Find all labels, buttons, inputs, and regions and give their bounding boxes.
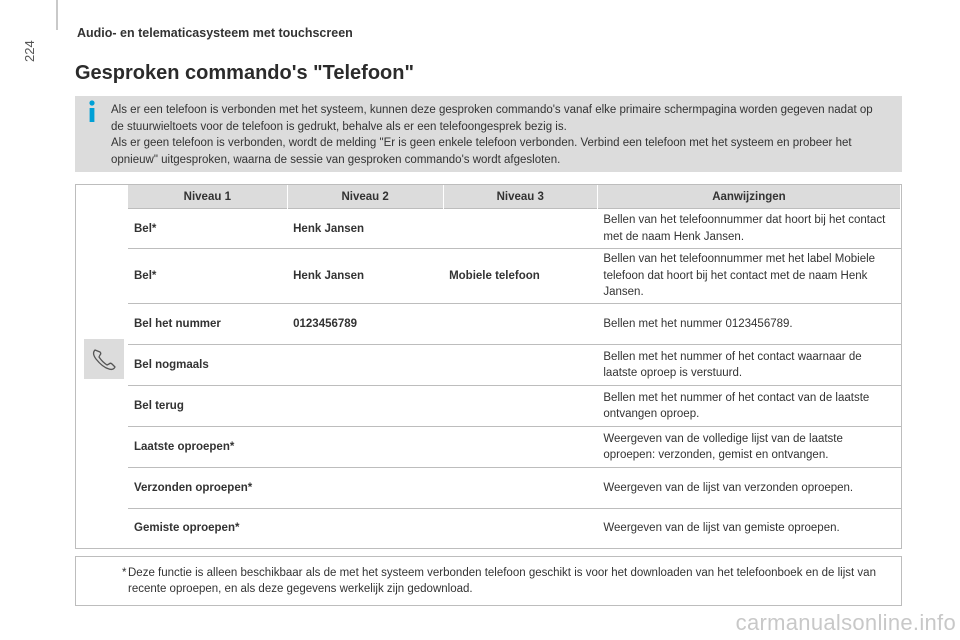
cell-aanwijzing: Weergeven van de lijst van verzonden oproepen. (597, 468, 900, 509)
cell-niveau-3 (443, 509, 597, 548)
cell-niveau-3 (443, 468, 597, 509)
cell-aanwijzing: Weergeven van de volledige lijst van de laatste oproepen: verzonden, gemist en ontvangen. (597, 427, 900, 468)
cell-niveau-1: Verzonden oproepen* (128, 468, 287, 509)
cell-aanwijzing: Bellen met het nummer 0123456789. (597, 304, 900, 345)
phone-handset-icon (84, 339, 124, 379)
table-row (128, 509, 901, 548)
cell-niveau-1: Bel* (128, 209, 287, 249)
cell-niveau-3: Mobiele telefoon (443, 249, 597, 304)
table-row (128, 249, 901, 304)
cell-aanwijzing: Bellen van het telefoonnummer dat hoort bij het contact met de naam Henk Jansen. (597, 209, 900, 249)
cell-niveau-3 (443, 386, 597, 427)
table-header-row (128, 185, 901, 209)
icon-column (76, 185, 129, 548)
table-row (128, 209, 901, 249)
page-divider (56, 0, 58, 30)
header-niveau-2: Niveau 2 (287, 185, 443, 209)
table-row (128, 345, 901, 386)
cell-niveau-1: Bel het nummer (128, 304, 287, 345)
footnote-text: Deze functie is alleen beschikbaar als de met het systeem verbonden telefoon geschikt is voor het downloaden van het telefoonboek en de lijst van recente oproepen, en als deze gegevens werkelijk zijn gedownload. (128, 567, 876, 595)
footnote-box (75, 556, 902, 606)
cell-niveau-1: Laatste oproepen* (128, 427, 287, 468)
header-niveau-3: Niveau 3 (443, 185, 597, 209)
cell-aanwijzing: Bellen met het nummer of het contact van de laatste ontvangen oproep. (597, 386, 900, 427)
table-row (128, 386, 901, 427)
cell-niveau-1: Bel terug (128, 386, 287, 427)
commands-table (128, 185, 901, 548)
table-row (128, 468, 901, 509)
cell-niveau-2 (287, 427, 443, 468)
info-icon (88, 100, 96, 122)
cell-niveau-1: Bel* (128, 249, 287, 304)
cell-aanwijzing: Weergeven van de lijst van gemiste oproepen. (597, 509, 900, 548)
cell-niveau-2 (287, 345, 443, 386)
cell-niveau-1: Gemiste oproepen* (128, 509, 287, 548)
cell-niveau-2: 0123456789 (287, 304, 443, 345)
cell-niveau-3 (443, 345, 597, 386)
cell-aanwijzing: Bellen van het telefoonnummer met het label Mobiele telefoon dat hoort bij het contact met de naam Henk Jansen. (597, 249, 900, 304)
cell-niveau-2: Henk Jansen (287, 209, 443, 249)
cell-niveau-3 (443, 304, 597, 345)
voice-commands-table (75, 184, 902, 549)
cell-niveau-2 (287, 468, 443, 509)
cell-aanwijzing: Bellen met het nummer of het contact waarnaar de laatste oproep is verstuurd. (597, 345, 900, 386)
cell-niveau-2 (287, 386, 443, 427)
footnote-marker: * (122, 567, 127, 579)
watermark: carmanualsonline.info (735, 610, 956, 635)
info-paragraph-1: Als er een telefoon is verbonden met het systeem, kunnen deze gesproken commando's vanaf elke primaire schermpagina worden gegeven nadat op de stuurwieltoets voor de telefoon is gedrukt, behalve als er een telefoongesprek bezig is. (111, 104, 873, 133)
phone-icon-box (84, 339, 124, 379)
cell-niveau-2 (287, 509, 443, 548)
header-aanwijzingen: Aanwijzingen (597, 185, 900, 209)
info-paragraph-2: Als er geen telefoon is verbonden, wordt de melding "Er is geen enkele telefoon verbonden. Verbind een telefoon met het systeem en probeer het opnieuw" uitgesproken, waarna de sessie van gesproken commando's wordt afgesloten. (111, 137, 852, 166)
cell-niveau-2: Henk Jansen (287, 249, 443, 304)
page-title: Gesproken commando's "Telefoon" (75, 62, 414, 84)
table-row (128, 427, 901, 468)
cell-niveau-3 (443, 209, 597, 249)
cell-niveau-1: Bel nogmaals (128, 345, 287, 386)
header-niveau-1: Niveau 1 (128, 185, 287, 209)
page-number: 224 (22, 40, 37, 62)
table-row (128, 304, 901, 345)
info-box (75, 96, 902, 172)
section-header: Audio- en telematicasysteem met touchscreen (77, 26, 353, 40)
cell-niveau-3 (443, 427, 597, 468)
